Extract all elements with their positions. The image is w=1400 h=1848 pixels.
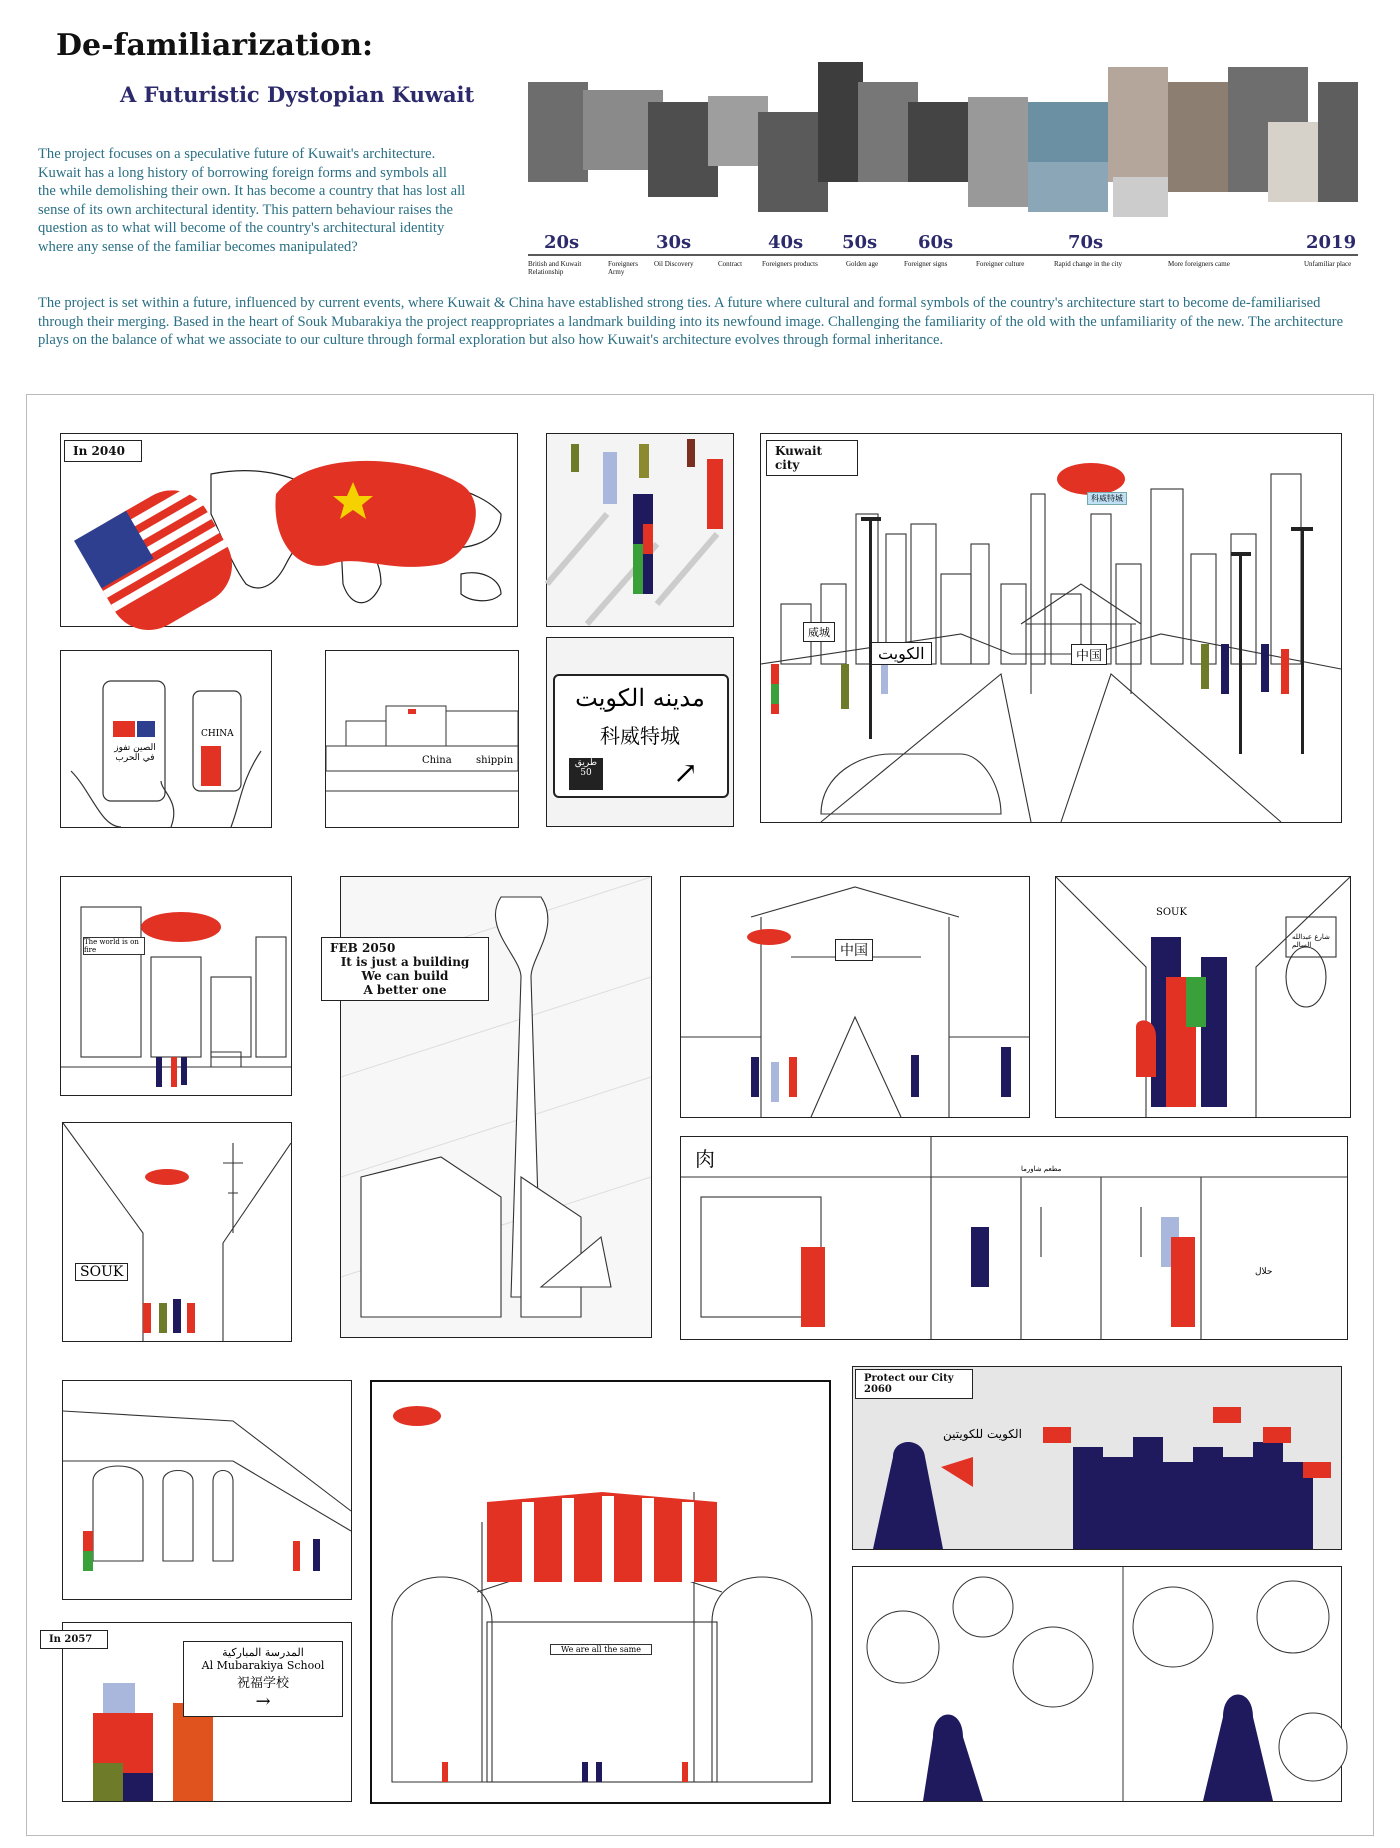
souk-gate-sign: 中国 [835,939,873,961]
intro-paragraph: The project focuses on a speculative future of Kuwait's architecture. Kuwait has a long history of borrowing foreign forms and symbols all the while demolishing their own. It has become a country that has lost all sense of its own architectural identity. This pattern behaviour raises the question as to what will become of the country's architectural identity where any sense of the familiar becomes manipulated? [38,146,466,255]
arrow-right-icon: → [255,1691,271,1712]
panel-world-map [60,433,518,627]
bbc-screen-text: The world is on fire [83,937,145,955]
photo-strip [528,62,1358,217]
road-sign-arabic: مدينه الكويت [575,684,705,712]
phone-left-headline: الصين تفوز في الحرب [114,743,156,763]
school-sign: المدرسة المباركية Al Mubarakiya School 祝福学校 → [183,1641,343,1717]
panel-ship [325,650,519,828]
page-title: De-familiarization: [56,28,374,63]
panel-crowd-top [546,433,734,627]
panel-thought-bubbles [852,1566,1342,1802]
blimp-label: 科威特城 [1087,492,1127,505]
caption-protect-city: Protect our City 2060 [855,1369,973,1399]
arrow-up-right-icon: ↗ [673,756,699,791]
souk-shop-sign: SOUK [1156,907,1187,918]
decade-label: 30s [656,232,692,253]
road-sign-number-box: طريق 50 [569,758,603,790]
panel-alley [1055,876,1351,1118]
panel-feb-2050 [330,876,652,1338]
gate-sign: 中国 [1071,644,1107,665]
decade-label: 2019 [1306,232,1357,253]
shawarma-sign: مطعم شاورما [1021,1165,1062,1173]
city-sign-kuwait: الكويت [871,642,932,665]
ship-label-china: China [422,755,452,766]
panel-phones [60,650,272,828]
fusion-banner: We are all the same [550,1644,652,1655]
souk-shop-label: SOUK [75,1263,128,1281]
panel-fusion-building [370,1380,831,1804]
decade-label: 40s [768,232,804,253]
body-paragraph: The project is set within a future, influenced by current events, where Kuwait & China have established strong ties. A future where cultural and formal symbols of the country's architecture start to become de-familiarised through their merging. Based in the heart of Souk Mubarakiya the project reappropriates a landmark building into its newfound image. Challenging the familiarity of the old with the unfamiliarity of the new. The architecture plays on the balance of what we associate to our culture through formal exploration but also how Kuwait's architecture evolves through formal inheritance. [38,295,1344,349]
timeline-collage [528,62,1358,258]
caption-in-2057: In 2057 [40,1630,108,1649]
ship-label-shipping: shippin [476,755,514,766]
halal-sign: حلال [1255,1267,1273,1277]
caption-in-2040: In 2040 [64,440,142,462]
panel-souk-gate [680,876,1030,1118]
panel-souk-street [62,1122,292,1342]
panel-road-sign [546,637,734,827]
decade-label: 60s [918,232,954,253]
decade-label: 50s [842,232,878,253]
page-subtitle: A Futuristic Dystopian Kuwait [120,82,475,107]
phone-right-headline: CHINA [201,729,234,739]
panel-kuwait-city [760,433,1342,823]
panel-post-office [62,1380,352,1600]
city-sign-cn: 威城 [803,622,835,642]
road-sign-board [553,674,729,798]
panel-protest [852,1366,1342,1550]
panel-school [62,1622,352,1802]
decade-label: 70s [1068,232,1104,253]
caption-kuwait-city: Kuwait city [766,440,858,476]
panel-bbc-blimp [60,876,292,1096]
timeline-captions: British and Kuwait Relationship Foreigners Army Oil Discovery Contract Foreigners products Golden age Foreigner signs Foreigner culture Rapid change in the city More foreigners came Unfamiliar place [528,260,1352,276]
caption-feb-2050: FEB 2050 It is just a building We can build A better one [321,937,489,1001]
meat-sign: 肉 [695,1147,715,1171]
street-sign: شارع عبدالله السالم [1292,933,1330,949]
decade-label: 20s [544,232,580,253]
protest-shout: الكويت للكويتين [943,1427,1022,1441]
panel-shawarma [680,1136,1348,1340]
road-sign-chinese: 科威特城 [600,724,680,748]
